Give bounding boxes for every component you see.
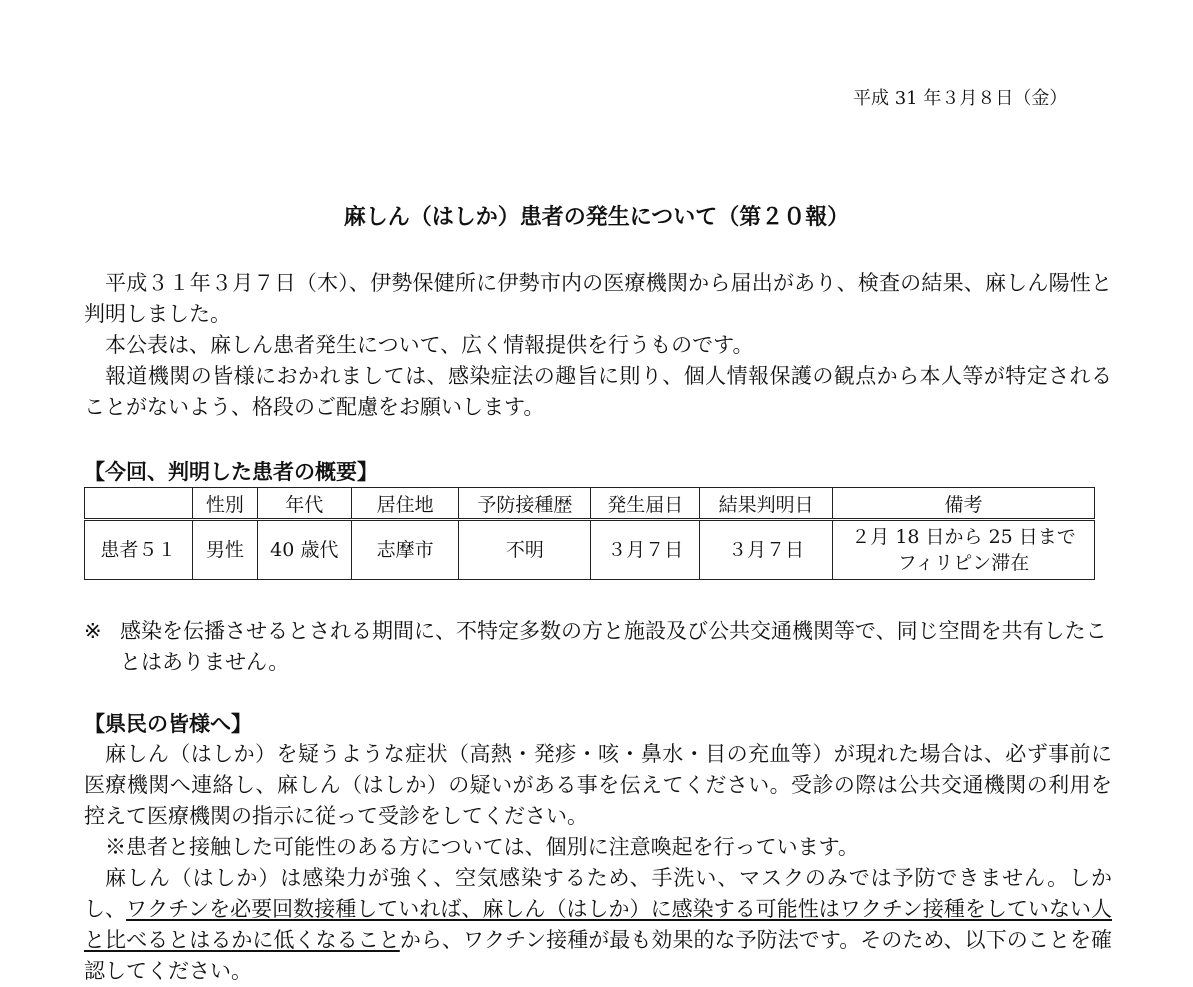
contact-note: [84, 616, 1112, 678]
cell-report-date: ３月７日: [591, 520, 700, 580]
note-mark: ※: [84, 619, 102, 643]
header-vaccination: 予防接種歴: [459, 488, 591, 520]
cell-age: 40 歳代: [257, 520, 351, 580]
vaccine-emphasis: ワクチンを必要回数接種していれば、麻しん（はしか）に感染する可能性はワクチン接種をしていない人と比べるとはるかに低くなること: [84, 897, 1112, 952]
header-residence: 居住地: [351, 488, 459, 520]
intro-section: [84, 268, 1112, 423]
header-remarks: 備考: [833, 488, 1095, 520]
cell-residence: 志摩市: [351, 520, 459, 580]
cell-remarks: [833, 520, 1095, 580]
header-report-date: 発生届日: [591, 488, 700, 520]
remarks-line-1: ２月 18 日から 25 日まで: [851, 526, 1076, 548]
cell-result-date: ３月７日: [700, 520, 833, 580]
residents-heading: 【県民の皆様へ】: [84, 711, 252, 736]
header-age: 年代: [257, 488, 351, 520]
intro-paragraph-3: 報道機関の皆様におかれましては、感染症法の趣旨に則り、個人情報保護の観点から本人等が特定されることがないよう、格段のご配慮をお願いします。: [84, 364, 1112, 419]
header-result-date: 結果判明日: [700, 488, 833, 520]
note-text: 感染を伝播させるとされる期間に、不特定多数の方と施設及び公共交通機関等で、同じ空間を共有したことはありません。: [120, 619, 1107, 674]
intro-paragraph-2: 本公表は、麻しん患者発生について、広く情報提供を行うものです。: [105, 333, 754, 357]
patient-summary-table: [84, 487, 1095, 580]
issue-date: 平成 31 年３月８日（金）: [853, 88, 1068, 109]
document-title: 麻しん（はしか）患者の発生について（第２０報）: [343, 204, 850, 230]
intro-paragraph-1: 平成３１年３月７日（木）、伊勢保健所に伊勢市内の医療機関から届出があり、検査の結果、麻しん陽性と判明しました。: [84, 271, 1112, 326]
table-header-row: [85, 488, 1095, 520]
residents-paragraph-3: [84, 863, 1112, 987]
residents-section: [84, 739, 1112, 987]
table-row: [85, 520, 1095, 580]
summary-heading: 【今回、判明した患者の概要】: [84, 459, 378, 484]
residents-paragraph-1: 麻しん（はしか）を疑うような症状（高熱・発疹・咳・鼻水・目の充血等）が現れた場合は、必ず事前に医療機関へ連絡し、麻しん（はしか）の疑いがある事を伝えてください。受診の際は公共交通機関の利用を控えて医療機関の指示に従って受診をしてください。: [84, 742, 1112, 828]
vaccine-text-start: 麻しん（はしか）は感染力が強く、空気感染するため、手洗い、マスクのみでは予防できません。しかし、: [84, 866, 1112, 921]
header-sex: 性別: [192, 488, 257, 520]
header-blank: [85, 488, 193, 520]
remarks-line-2: フィリピン滞在: [897, 552, 1030, 574]
residents-paragraph-2: ※患者と接触した可能性のある方については、個別に注意喚起を行っています。: [105, 835, 859, 859]
cell-sex: 男性: [192, 520, 257, 580]
cell-patient-id: 患者５１: [85, 520, 193, 580]
vaccine-text-end: から、ワクチン接種が最も効果的な予防法です。そのため、以下のことを確認してください。: [84, 928, 1113, 983]
cell-vaccination: 不明: [459, 520, 591, 580]
